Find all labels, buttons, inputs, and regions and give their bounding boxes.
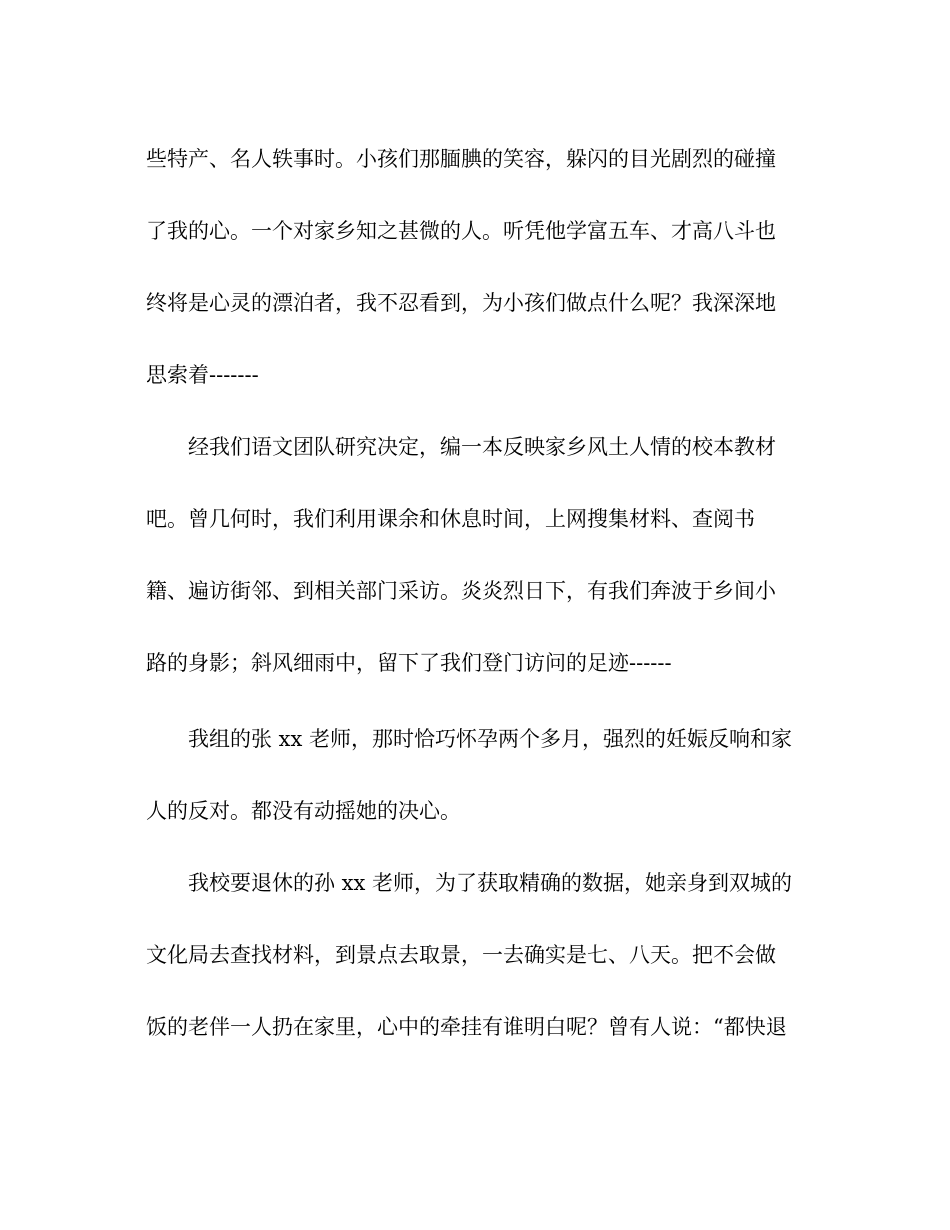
text-line: 些特产、名人轶事时。小孩们那腼腆的笑容，躲闪的目光剧烈的碰撞 <box>146 147 776 171</box>
text-line: 文化局去查找材料，到景点去取景，一去确实是七、八天。把不会做 <box>146 943 776 967</box>
text-line: 思索着------- <box>146 363 259 387</box>
paragraph-start-line: 我组的张 xx 老师，那时恰巧怀孕两个多月，强烈的妊娠反响和家 <box>188 727 793 751</box>
paragraph-start-line: 我校要退休的孙 xx 老师，为了获取精确的数据，她亲身到双城的 <box>188 871 793 895</box>
text-line: 人的反对。都没有动摇她的决心。 <box>146 799 461 823</box>
text-line: 籍、遍访街邻、到相关部门采访。炎炎烈日下，有我们奔波于乡间小 <box>146 579 776 603</box>
paragraph-start-line: 经我们语文团队研究决定，编一本反映家乡风土人情的校本教材 <box>188 435 776 459</box>
text-line: 饭的老伴一人扔在家里，心中的牵挂有谁明白呢？曾有人说：“都快退 <box>146 1015 787 1039</box>
text-line: 终将是心灵的漂泊者，我不忍看到，为小孩们做点什么呢？我深深地 <box>146 291 776 315</box>
text-line: 了我的心。一个对家乡知之甚微的人。听凭他学富五车、才高八斗也 <box>146 219 776 243</box>
text-line: 吧。曾几何时，我们利用课余和休息时间，上网搜集材料、查阅书 <box>146 507 755 531</box>
text-line: 路的身影；斜风细雨中，留下了我们登门访问的足迹------ <box>146 651 672 675</box>
